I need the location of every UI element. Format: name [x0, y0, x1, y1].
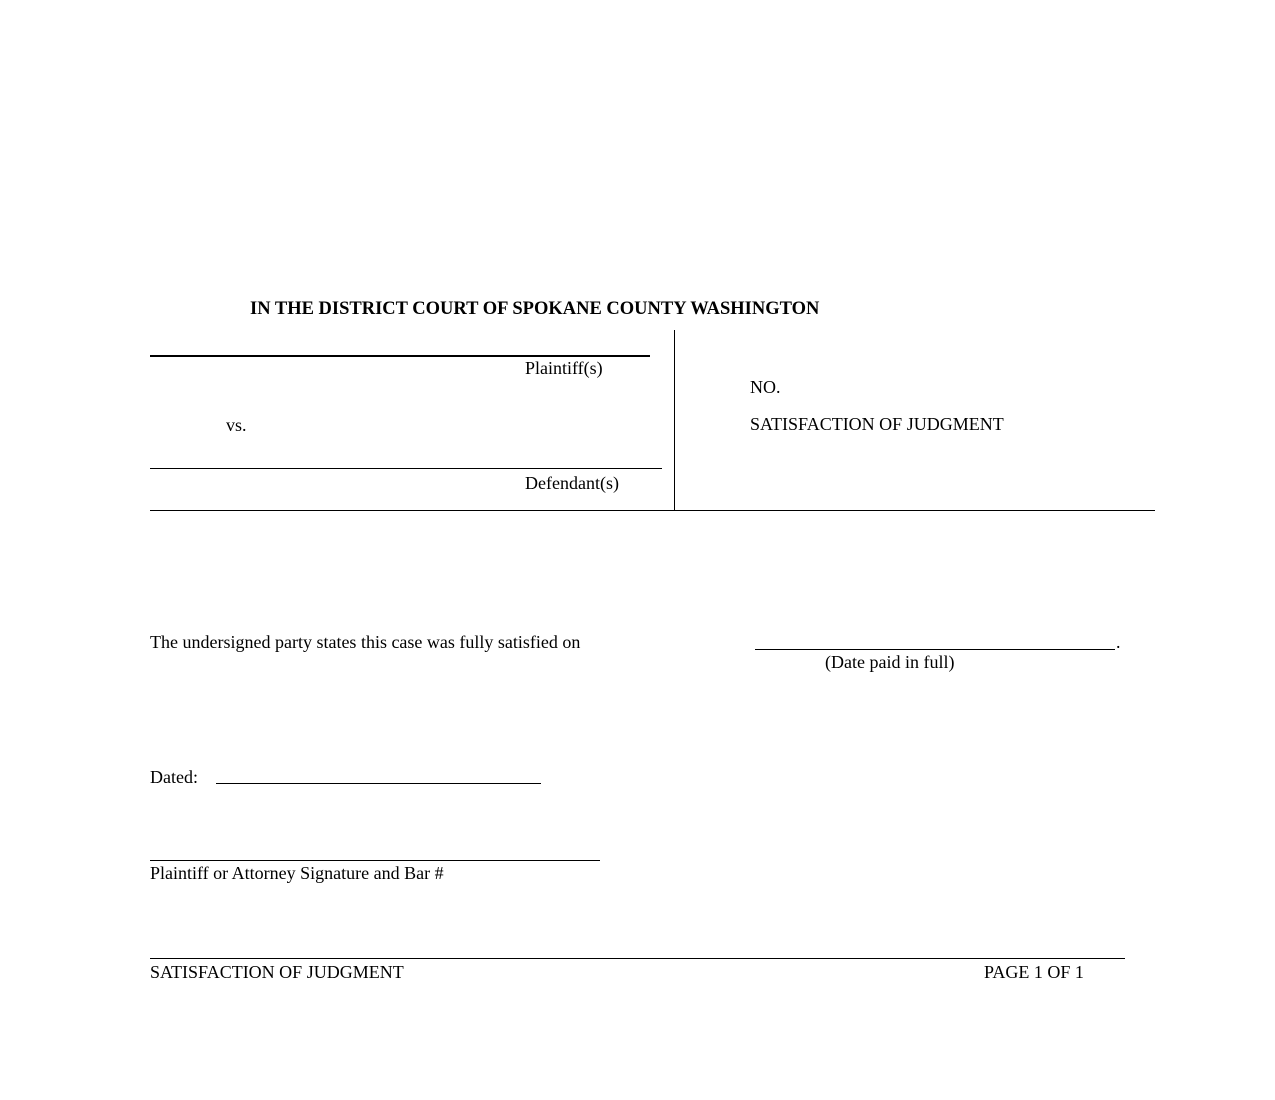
signature-label: Plaintiff or Attorney Signature and Bar # — [150, 863, 444, 883]
court-title: IN THE DISTRICT COURT OF SPOKANE COUNTY WASHINGTON — [250, 299, 820, 319]
caption-bottom-rule — [150, 510, 1155, 511]
plaintiff-name-line[interactable] — [150, 355, 650, 357]
footer-rule — [150, 958, 1125, 959]
caption-divider — [674, 330, 675, 511]
plaintiff-label: Plaintiff(s) — [525, 358, 603, 378]
date-paid-hint: (Date paid in full) — [825, 652, 955, 672]
document-title: SATISFACTION OF JUDGMENT — [750, 414, 1004, 434]
case-number-label: NO. — [750, 377, 781, 397]
footer-page-number: PAGE 1 OF 1 — [984, 962, 1084, 982]
dated-line[interactable] — [216, 783, 541, 784]
defendant-label: Defendant(s) — [525, 473, 619, 493]
dated-label: Dated: — [150, 767, 198, 787]
footer-title: SATISFACTION OF JUDGMENT — [150, 962, 404, 982]
signature-line[interactable] — [150, 860, 600, 861]
satisfaction-statement: The undersigned party states this case was fully satisfied on — [150, 632, 581, 652]
statement-period: . — [1116, 632, 1121, 652]
defendant-name-line[interactable] — [150, 468, 662, 469]
date-paid-line[interactable] — [755, 649, 1115, 650]
vs-label: vs. — [226, 415, 247, 435]
